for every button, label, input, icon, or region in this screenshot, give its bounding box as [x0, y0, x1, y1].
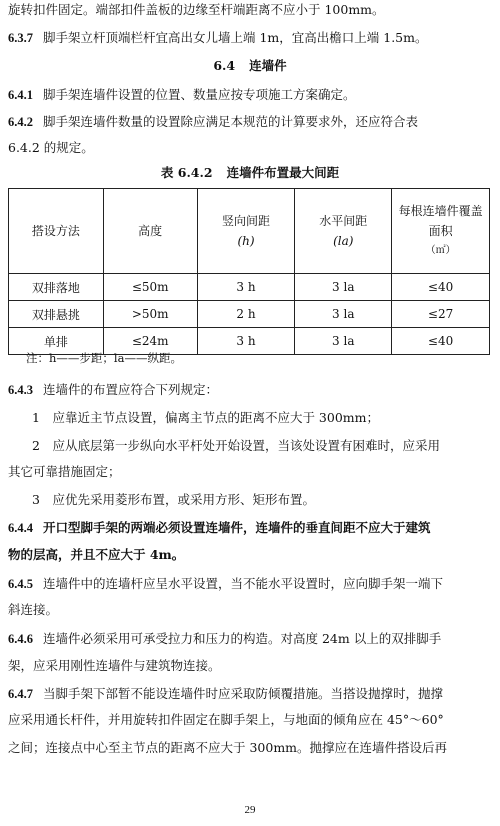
clause-continuation: [8, 740, 492, 756]
table-title: 连墙件布置最大间距: [226, 165, 340, 180]
clause-continuation: [8, 547, 492, 563]
clause-text: 6.4.2 的规定。: [8, 140, 94, 155]
clause-number: 6.4.2: [8, 115, 33, 129]
list-item: [8, 410, 492, 426]
list-item-continuation: [8, 464, 492, 480]
cell-area: ≤40: [392, 274, 490, 301]
header-horizontal-spacing: 水平间距 (la): [295, 189, 392, 274]
cell-vertical: 3 h: [197, 328, 295, 355]
note-text: 注：h——步距；la——纵距。: [26, 351, 182, 365]
clause-text: 之间；连接点中心至主节点的距离不应大于 300mm。抛撑应在连墙件搭设后再: [8, 740, 448, 755]
cell-height: ≤50m: [103, 274, 197, 301]
clause-6-3-7: [8, 30, 492, 46]
clause-6-4-3: [8, 382, 492, 398]
cell-area: ≤40: [392, 328, 490, 355]
list-item: [8, 492, 492, 508]
table-note: [26, 350, 182, 366]
clause-continuation: [8, 712, 492, 728]
cell-horizontal: 3 la: [295, 274, 392, 301]
clause-number: 6.4.1: [8, 88, 33, 102]
clause-number: 6.4.4: [8, 521, 33, 535]
cell-height: >50m: [103, 301, 197, 328]
clause-6-4-5: [8, 576, 492, 592]
section-heading: [8, 58, 492, 74]
clause-text: 连墙件必须采用可承受拉力和压力的构造。对高度 24m 以上的双排脚手: [43, 631, 442, 646]
clause-number: 6.4.7: [8, 687, 33, 701]
clause-number: 6.3.7: [8, 31, 33, 45]
header-vertical-spacing: 竖向间距 (h): [197, 189, 295, 274]
clause-text: 物的层高，并且不应大于 4m。: [8, 547, 185, 562]
cell-area: ≤27: [392, 301, 490, 328]
clause-text: 应采用通长杆件，并用旋转扣件固定在脚手架上，与地面的倾角应在 45°～60°: [8, 712, 444, 727]
clause-text: 架，应采用刚性连墙件与建筑物连接。: [8, 658, 221, 673]
cell-vertical: 3 h: [197, 274, 295, 301]
text-line: [8, 2, 492, 18]
section-number: 6.4: [213, 58, 236, 73]
clause-continuation: [8, 658, 492, 674]
clause-text: 脚手架连墙件数量的设置除应满足本规范的计算要求外，还应符合表: [43, 114, 419, 129]
page-number-text: 29: [244, 804, 256, 816]
clause-text: 当脚手架下部暂不能设连墙件时应采取防倾覆措施。当搭设抛撑时，抛撑: [43, 686, 444, 701]
cell-horizontal: 3 la: [295, 328, 392, 355]
cell-method: 双排悬挑: [9, 301, 104, 328]
table-row: [9, 274, 490, 301]
clause-continuation: [8, 602, 492, 618]
cell-horizontal: 3 la: [295, 301, 392, 328]
clause-6-4-6: [8, 631, 492, 647]
cell-method: 单排: [9, 328, 104, 355]
clause-text: 连墙件中的连墙杆应呈水平设置，当不能水平设置时，应向脚手架一端下: [43, 576, 444, 591]
list-item-text: 1 应靠近主节点设置，偏离主节点的距离不应大于 300mm；: [32, 410, 379, 425]
clause-number: 6.4.5: [8, 577, 33, 591]
cell-height: ≤24m: [103, 328, 197, 355]
page-number: [0, 804, 500, 816]
cell-method: 双排落地: [9, 274, 104, 301]
table-number: 表 6.4.2: [160, 165, 213, 180]
table-row: [9, 301, 490, 328]
spacing-table: [8, 188, 490, 355]
clause-continuation: [8, 140, 492, 156]
clause-6-4-7: [8, 686, 492, 702]
list-item-text: 其它可靠措施固定；: [8, 464, 121, 479]
clause-number: 6.4.3: [8, 383, 33, 397]
clause-6-4-1: [8, 87, 492, 103]
clause-text: 斜连接。: [8, 602, 59, 617]
header-coverage-area: 每根连墙件覆盖 面积 （㎡）: [392, 189, 490, 274]
table-header-row: [9, 189, 490, 274]
header-method: 搭设方法: [9, 189, 104, 274]
clause-6-4-4: [8, 520, 492, 536]
clause-number: 6.4.6: [8, 632, 33, 646]
clause-text: 脚手架连墙件设置的位置、数量应按专项施工方案确定。: [43, 87, 356, 102]
clause-6-4-2: [8, 114, 492, 130]
cell-vertical: 2 h: [197, 301, 295, 328]
list-item-text: 2 应从底层第一步纵向水平杆处开始设置，当该处设置有困难时，应采用: [32, 438, 440, 453]
clause-text: 脚手架立杆顶端栏杆宜高出女儿墙上端 1m，宜高出檐口上端 1.5m。: [43, 30, 428, 45]
clause-text: 连墙件的布置应符合下列规定：: [43, 382, 219, 397]
list-item-text: 3 应优先采用菱形布置，或采用方形、矩形布置。: [32, 492, 315, 507]
clause-text: 开口型脚手架的两端必须设置连墙件，连墙件的垂直间距不应大于建筑: [43, 520, 431, 535]
header-height: 高度: [103, 189, 197, 274]
list-item: [8, 438, 492, 454]
table-caption: [8, 165, 492, 181]
paragraph-text: 旋转扣件固定。端部扣件盖板的边缘至杆端距离不应小于 100mm。: [8, 2, 385, 17]
section-title: 连墙件: [249, 58, 287, 73]
